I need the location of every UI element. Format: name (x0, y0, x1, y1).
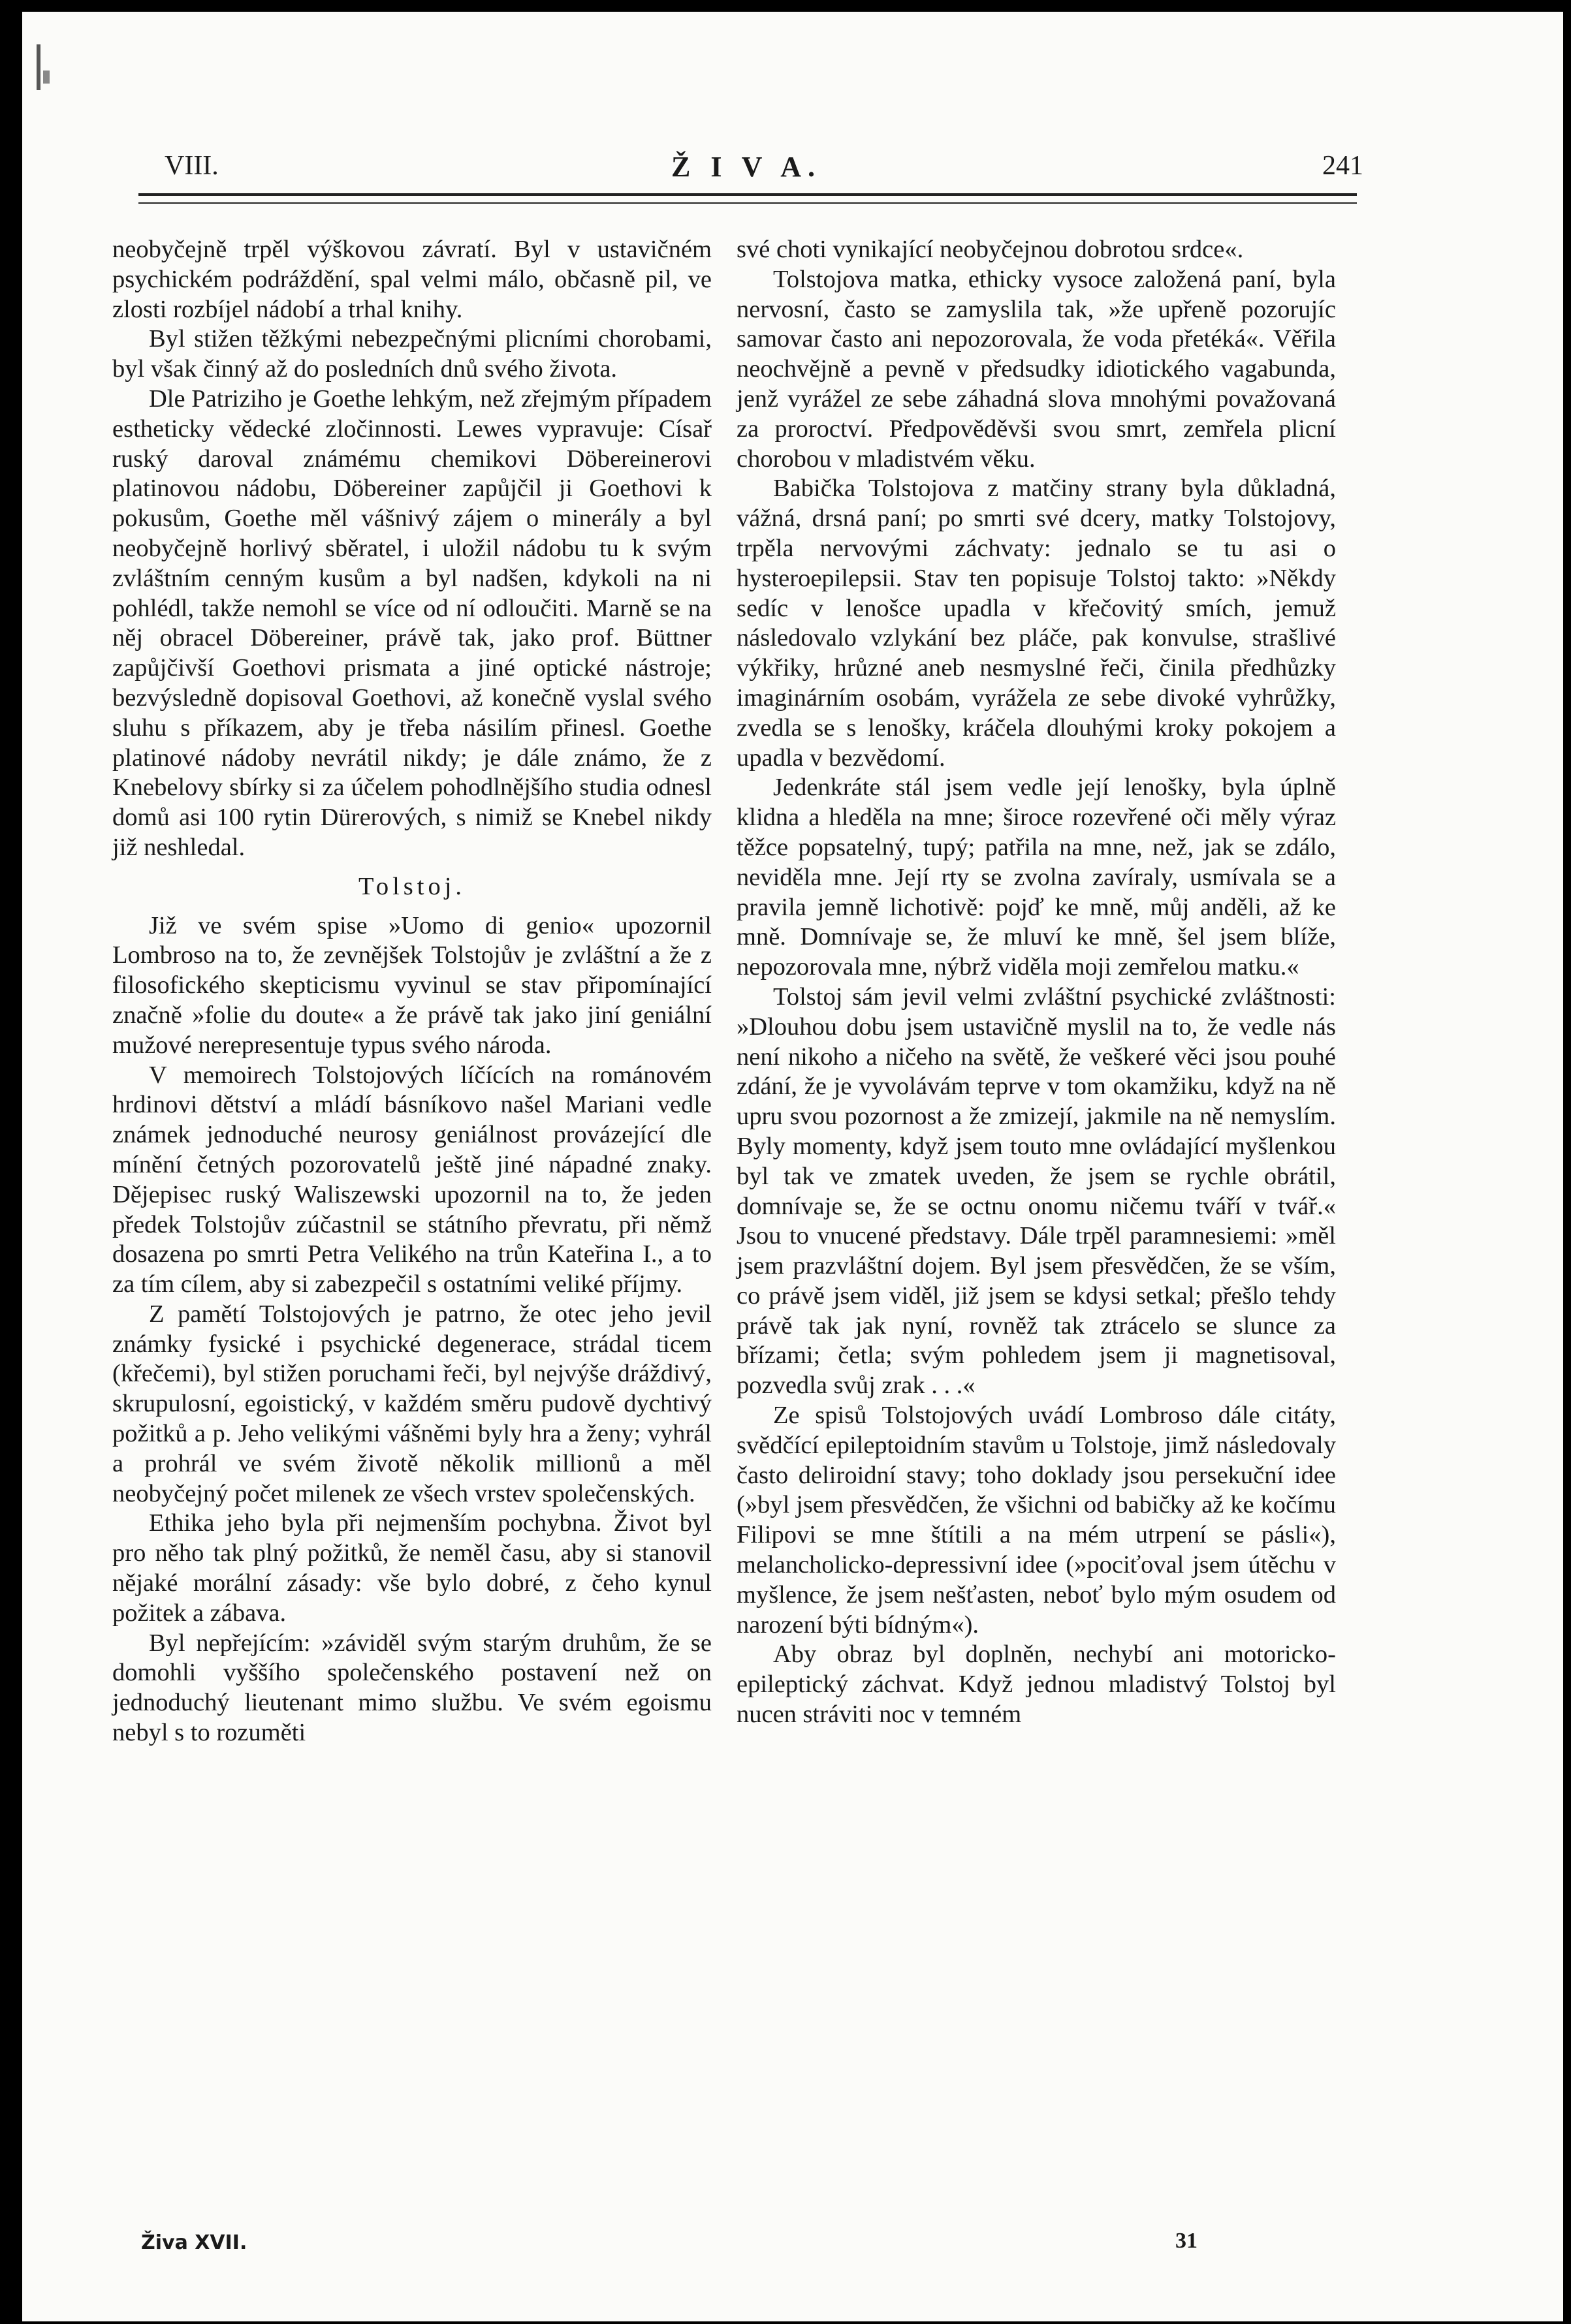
paragraph: Ethika jeho byla při nejmenším pochybna. Život byl pro něho tak plný požitků, že neměl času, aby si stanovil nějaké morální zásady: vše bylo dobré, z čeho kynul požitek a zábava. (112, 1509, 712, 1627)
paragraph: Ze spisů Tolstojových uvádí Lombroso dále citáty, svědčící epileptoidním stavům u Tolstoje, jimž následovaly často deliroidní stavy; toho doklady jsou persekuční idee (»byl jsem přesvědčen, že všichni od babičky až ke kočímu Filipovi se mne štítili a na mém utrpení se pásli«), melancholicko-depressivní idee (»pociťoval jsem útěchu v myšlence, že jsem nešťasten, neboť bylo mým osudem od narození býti bídným«). (737, 1402, 1336, 1639)
sheet-number: 31 (1175, 2229, 1198, 2253)
paragraph: Aby obraz byl doplněn, nechybí ani motoricko-epileptický záchvat. Když jednou mladistvý Tolstoj byl nucen stráviti noc v temném (737, 1641, 1336, 1729)
paragraph: Tolstojova matka, ethicky vysoce založená paní, byla nervosní, často se zamyslila tak, »že upřeně pozorujíc samovar často ani nepozorovala, že voda přetéká«. Věřila neochvějně a pevně v předsudky idiotického vagabunda, jenž vyrážel ze sebe záhadná slova mnohými považovaná za proroctví. Předpověděvši svou smrt, zemřela plicní chorobou v mladistvém věku. (737, 265, 1336, 473)
paragraph: Tolstoj sám jevil velmi zvláštní psychické zvláštnosti: »Dlouhou dobu jsem ustavičně myslil na to, že vedle nás není nikoho a ničeho na světě, že veškeré věci jsou pouhé zdání, že je vyvolávám teprve v tom okamžiku, když na ně upru svou pozornost a že zmizejí, jakmile na ně nemyslím. Byly momenty, když jsem touto mne ovládající myšlenkou byl tak ve zmatek uveden, že jsem se rychle obrátil, domnívaje se, že se octnu onomu ničemu tváří v tvář.« Jsou to vnucené představy. Dále trpěl paramnesiemi: »měl jsem prazvláštní dojem. Byl jsem přesvědčen, že se vším, co právě jsem viděl, již jsem se kdysi setkal; přešlo tehdy právě tak jak nyní, rovněž tak ztrácelo se slunce za břízami; četla; svým pohledem jsem ji magnetisoval, pozvedla svůj zrak . . .« (737, 982, 1336, 1400)
right-column (737, 235, 1336, 1730)
scan-edge-mark-icon (24, 38, 63, 97)
paragraph: neobyčejně trpěl výškovou závratí. Byl v ustavičném psychickém podráždění, spal velmi málo, občasně pil, ve zlosti rozbíjel nádobí a trhal knihy. (112, 236, 712, 323)
paragraph: Již ve svém spise »Uomo di genio« upozornil Lombroso na to, že zevnějšek Tolstojův je zvláštní a že z filosofického skepticismu vyvinul se stav připomínající značně »folie du doute« a že právě tak jako jiní geniální mužové nerepresentuje typus svého národa. (112, 911, 712, 1059)
running-header (133, 149, 1363, 188)
journal-title: Ž I V A. (671, 151, 821, 183)
page-number: 241 (1322, 151, 1363, 181)
header-rule (138, 193, 1357, 204)
signature-mark: Živa XVII. (141, 2231, 247, 2254)
paragraph: své choti vynikající neobyčejnou dobrotou srdce«. (737, 236, 1244, 263)
paragraph: Babička Tolstojova z matčiny strany byla důkladná, vážná, drsná paní; po smrti své dcery, matky Tolstojovy, trpěla nervovými záchvaty: jednalo se tu asi o hysteroepilepsii. Stav ten popisuje Tolstoj takto: »Někdy sedíc v lenošce upadla v křečovitý smích, jemuž následovalo vzlykání bez pláče, pak konvulse, strašlivé výkřiky, hrůzné aneb nesmyslné řeči, činila předhůzky imaginárním osobám, vyrážela ze sebe divoké vyhrůžky, zvedla se s lenošky, kráčela dlouhými kroky pokojem a upadla v bezvědomí. (737, 475, 1336, 772)
paragraph: Jedenkráte stál jsem vedle její lenošky, byla úplně klidna a hleděla na mne; široce rozevřené oči měly výraz těžce popsatelný, tupý; patřila na mne, než, jak se zdálo, neviděla mne. Její rty se zvolna zavíraly, usmívala se a pravila jemně lichotivě: pojď ke mně, můj anděli, až ke mně. Domnívaje se, že mluví ke mně, šel jsem blíže, nepozorovala mne, nýbrž viděla moji zemřelou matku.« (737, 774, 1336, 981)
paragraph: Byl nepřejícím: »záviděl svým starým druhům, že se domohli vyššího společenského postavení než on jednoduchý lieutenant mimo službu. Ve svém egoismu nebyl s to rozuměti (112, 1629, 712, 1747)
paragraph: V memoirech Tolstojových líčících na románovém hrdinovi dětství a mládí básníkovo našel Mariani vedle známek jednoduché neurosy geniálnost provázející dle mínění četných pozorovatelů ještě jiné nápadné znaky. Dějepisec ruský Waliszewski upozornil na to, že jeden předek Tolstojův zúčastnil se státního převratu, při němž dosazena po smrti Petra Velikého na trůn Kateřina I., a to za tím cílem, aby si zabezpečil s ostatními veliké příjmy. (112, 1061, 712, 1298)
paragraph: Byl stižen těžkými nebezpečnými plicními chorobami, byl však činný až do posledních dnů svého života. (112, 325, 712, 383)
volume-number: VIII. (165, 151, 219, 181)
left-column (112, 235, 712, 1748)
paragraph: Z pamětí Tolstojových je patrno, že otec jeho jevil známky fysické i psychické degenerace, strádal ticem (křečemi), byl stižen poruchami řeči, byl nejvýše dráždivý, skrupulosní, egoistický, v každém směru pudově dychtivý požitků a p. Jeho velikými vášněmi byly hra a ženy; vyhrál a prohrál ve svém životě několik millionů a měl neobyčejný počet milenek ze všech vrstev společenských. (112, 1300, 712, 1507)
section-heading: Tolstoj. (358, 872, 466, 900)
paragraph: Dle Patriziho je Goethe lehkým, než zřejmým případem estheticky vědecké zločinnosti. Lewes vypravuje: Císař ruský daroval známému chemikovi Döbereinerovi platinovou nádobu, Döbereiner zapůjčil ji Goethovi k pokusům, Goethe měl vášnivý zájem o minerály a byl neobyčejně horlivý sběratel, i uložil nádobu tu k svým zvláštním cenným kusům a byl nadšen, kdykoli na ni pohlédl, takže nemohl se více od ní odloučiti. Marně se na něj obracel Döbereiner, právě tak, jako prof. Büttner zapůjčivší Goethovi prismata a jiné optické nástroje; bezvýsledně dopisoval Goethovi, až konečně vyslal svého sluhu s příkazem, aby je třeba násilím přinesl. Goethe platinové nádoby nevrátil nikdy; je dále známo, že z Knebelovy sbírky si za účelem pohodlnějšího studia odnesl domů asi 100 rytin Dürerových, s nimiž se Knebel nikdy již neshledal. (112, 385, 712, 861)
